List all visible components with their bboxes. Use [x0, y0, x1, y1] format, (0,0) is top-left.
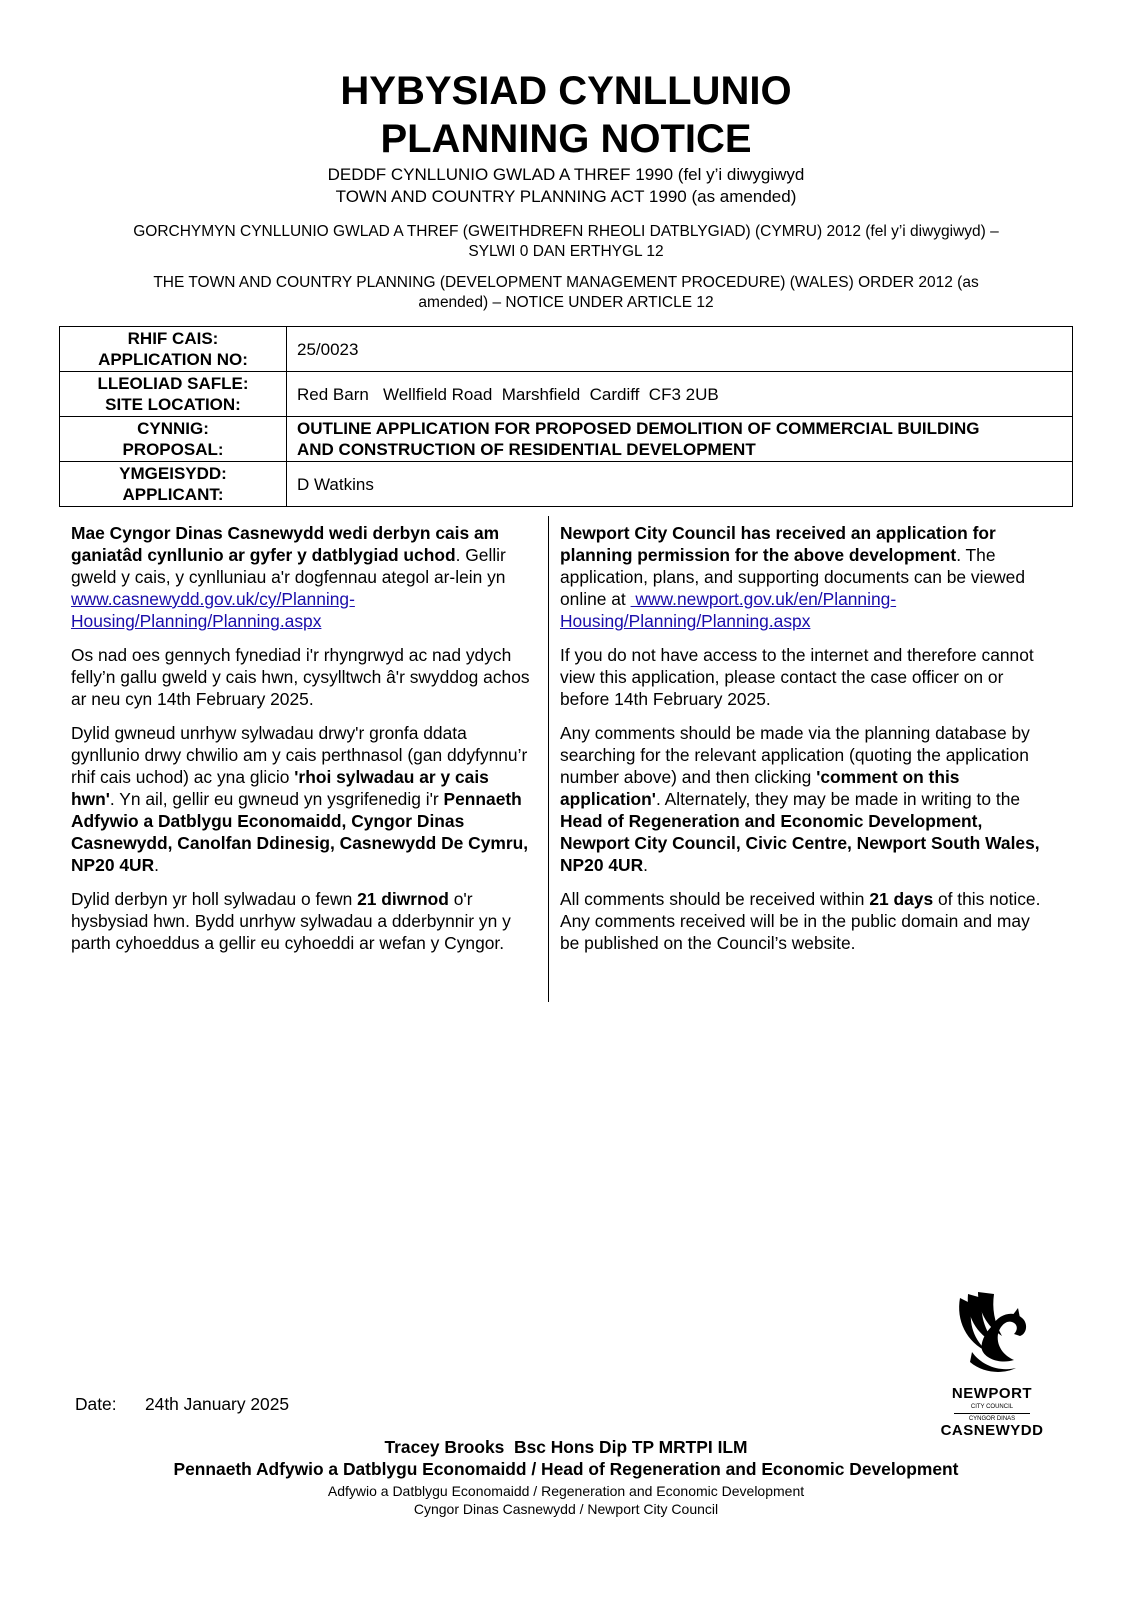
title-english: PLANNING NOTICE [380, 117, 752, 161]
table-row [60, 417, 1073, 462]
logo-text-casnewydd: CASNEWYDD [940, 1422, 1044, 1439]
date-value: 24th January 2025 [145, 1394, 290, 1414]
logo-text-newport: NEWPORT [951, 1385, 1033, 1402]
welsh-planning-link[interactable]: www.casnewydd.gov.uk/cy/Planning-Housing/Planning/Planning.aspx [71, 589, 355, 631]
english-column [560, 522, 1050, 966]
notice-date [75, 1393, 289, 1415]
column-divider [548, 516, 549, 1002]
english-paragraph-2: If you do not have access to the internet and therefore cannot view this application, please contact the case officer on or before 14th February 2025. [560, 645, 1034, 709]
logo-text-city-council: CITY COUNCIL [970, 1404, 1014, 1410]
site-location-value: Red Barn Wellfield Road Marshfield Cardiff CF3 2UB [287, 372, 1073, 417]
act-english: TOWN AND COUNTRY PLANNING ACT 1990 (as amended) [335, 187, 797, 206]
signatory-name: Tracey Brooks Bsc Hons Dip TP MRTPI ILM [384, 1437, 748, 1457]
welsh-paragraph-3: Dylid gwneud unrhyw sylwadau drwy'r gronfa ddata gynllunio drwy chwilio am y cais perthnasol (gan ddyfynnu’r rhif cais uchod) ac yna glicio 'rhoi sylwadau ar y cais hwn'. Yn ail, gellir eu gwneud yn ysgrifenedig i'r Pennaeth Adfywio a Datblygu Economaidd, Cyngor Dinas Casnewydd, Canolfan Ddinesig, Casnewydd De Cymru, NP20 4UR. [71, 723, 529, 875]
proposal-label: CYNNIG: PROPOSAL: [60, 417, 287, 462]
logo-text-cyngor-dinas: CYNGOR DINAS [968, 1416, 1016, 1422]
council-name: Cyngor Dinas Casnewydd / Newport City Council [413, 1501, 719, 1517]
table-row [60, 462, 1073, 507]
logo-divider [954, 1413, 1030, 1414]
english-paragraph-1: Newport City Council has received an application for planning permission for the above development. The application, plans, and supporting documents can be viewed online at www.newport.gov.uk/en/Planning-Housing/Planning/Planning.aspx [560, 523, 1026, 631]
title-welsh: HYBYSIAD CYNLLUNIO [340, 69, 792, 113]
application-details-table [59, 326, 1073, 507]
newport-dragon-logo-icon [952, 1290, 1032, 1380]
order-english: THE TOWN AND COUNTRY PLANNING (DEVELOPMENT MANAGEMENT PROCEDURE) (WALES) ORDER 2012 (as amended) – NOTICE UNDER ARTICLE 12 [153, 274, 979, 311]
signatory-role: Pennaeth Adfywio a Datblygu Economaidd / Head of Regeneration and Economic Development [173, 1459, 959, 1479]
site-location-label: LLEOLIAD SAFLE: SITE LOCATION: [60, 372, 287, 417]
application-no-value: 25/0023 [287, 327, 1073, 372]
table-row [60, 327, 1073, 372]
proposal-value: OUTLINE APPLICATION FOR PROPOSED DEMOLITION OF COMMERCIAL BUILDING AND CONSTRUCTION OF RESIDENTIAL DEVELOPMENT [287, 417, 1073, 462]
date-label: Date: [75, 1394, 117, 1414]
table-row [60, 372, 1073, 417]
english-paragraph-4: All comments should be received within 21 days of this notice. Any comments received will be in the public domain and may be published on the Council’s website. [560, 889, 1041, 953]
application-no-label: RHIF CAIS: APPLICATION NO: [60, 327, 287, 372]
applicant-value: D Watkins [287, 462, 1073, 507]
english-paragraph-3: Any comments should be made via the planning database by searching for the relevant application (quoting the application number above) and then clicking 'comment on this application'. Alternately, they may be made in writing to the Head of Regeneration and Economic Development, Newport City Council, Civic Centre, Newport South Wales, NP20 4UR. [560, 723, 1040, 875]
english-planning-link[interactable]: www.newport.gov.uk/en/Planning-Housing/Planning/Planning.aspx [560, 589, 897, 631]
newport-council-logo [932, 1290, 1052, 1440]
welsh-paragraph-4: Dylid derbyn yr holl sylwadau o fewn 21 diwrnod o'r hysbysiad hwn. Bydd unrhyw sylwadau a dderbynnir yn y parth cyhoeddus a gellir eu cyhoeddi ar wefan y Cyngor. [71, 889, 511, 953]
order-welsh: GORCHYMYN CYNLLUNIO GWLAD A THREF (GWEITHDREFN RHEOLI DATBLYGIAD) (CYMRU) 2012 (fel y’i diwygiwyd) – SYLWI 0 DAN ERTHYGL 12 [133, 223, 999, 260]
welsh-column [71, 522, 531, 966]
applicant-label: YMGEISYDD: APPLICANT: [60, 462, 287, 507]
act-welsh: DEDDF CYNLLUNIO GWLAD A THREF 1990 (fel y’i diwygiwyd [327, 165, 805, 184]
department-name: Adfywio a Datblygu Economaidd / Regeneration and Economic Development [327, 1483, 805, 1499]
welsh-paragraph-2: Os nad oes gennych fynediad i'r rhyngrwyd ac nad ydych felly’n gallu gweld y cais hwn, cysylltwch â'r swyddog achos ar neu cyn 14th February 2025. [71, 645, 530, 709]
welsh-paragraph-1: Mae Cyngor Dinas Casnewydd wedi derbyn cais am ganiatâd cynllunio ar gyfer y datblygiad uchod. Gellir gweld y cais, y cynlluniau a'r dogfennau ategol ar-lein yn www.casnewydd.gov.uk/cy/Planning-Housing/Planning/Planning.aspx [71, 523, 506, 631]
